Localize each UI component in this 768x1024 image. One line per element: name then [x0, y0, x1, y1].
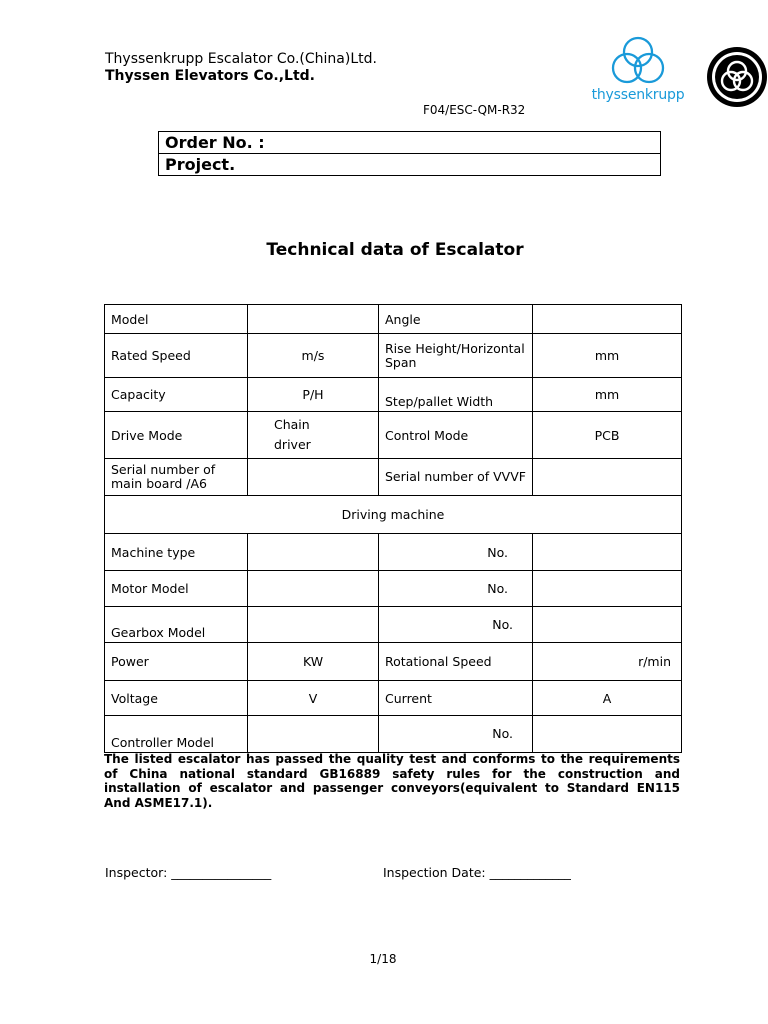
controller-no-value — [533, 716, 682, 753]
gearbox-model-value — [248, 607, 379, 643]
controller-model-value — [248, 716, 379, 753]
table-row — [105, 412, 682, 459]
inspection-date-field: Inspection Date: _____________ — [383, 865, 571, 880]
model-label: Model — [105, 305, 248, 334]
angle-value — [533, 305, 682, 334]
drive-mode-label: Drive Mode — [105, 412, 248, 459]
control-mode-label: Control Mode — [379, 412, 533, 459]
rotational-speed-label: Rotational Speed — [379, 643, 533, 681]
serial-main-board-label: Serial number of main board /A6 — [105, 459, 248, 496]
power-unit: KW — [248, 643, 379, 681]
voltage-unit: V — [248, 681, 379, 716]
table-row — [105, 571, 682, 607]
page-number: 1/18 — [369, 952, 397, 966]
thyssen-seal-icon — [706, 46, 768, 108]
machine-no-value — [533, 534, 682, 571]
current-label: Current — [379, 681, 533, 716]
company-name-2: Thyssen Elevators Co.,Ltd. — [105, 68, 315, 84]
table-row — [105, 534, 682, 571]
order-no-label: Order No. : — [159, 132, 661, 154]
thyssenkrupp-rings-icon — [607, 36, 669, 86]
capacity-unit: P/H — [248, 378, 379, 412]
table-row — [105, 607, 682, 643]
table-row — [105, 378, 682, 412]
current-unit: A — [533, 681, 682, 716]
order-table — [158, 131, 661, 176]
motor-no-value — [533, 571, 682, 607]
voltage-label: Voltage — [105, 681, 248, 716]
serial-main-board-value — [248, 459, 379, 496]
capacity-label: Capacity — [105, 378, 248, 412]
table-row — [105, 681, 682, 716]
controller-no-label: No. — [379, 716, 533, 753]
motor-model-value — [248, 571, 379, 607]
table-row — [105, 643, 682, 681]
power-label: Power — [105, 643, 248, 681]
rated-speed-unit: m/s — [248, 334, 379, 378]
table-row — [105, 496, 682, 534]
document-title: Technical data of Escalator — [266, 240, 524, 260]
model-value — [248, 305, 379, 334]
thyssenkrupp-brand-text: thyssenkrupp — [591, 87, 685, 103]
table-row — [105, 716, 682, 753]
motor-model-label: Motor Model — [105, 571, 248, 607]
thyssenkrupp-logo — [586, 36, 690, 110]
rise-height-label: Rise Height/Horizontal Span — [379, 334, 533, 378]
motor-no-label: No. — [379, 571, 533, 607]
project-label: Project. — [159, 154, 661, 176]
angle-label: Angle — [379, 305, 533, 334]
machine-type-label: Machine type — [105, 534, 248, 571]
form-code: F04/ESC-QM-R32 — [423, 103, 526, 117]
compliance-statement: The listed escalator has passed the quality test and conforms to the requirements of China national standard GB16889 safety rules for the construction and installation of escalator and passenger conveyors(equivalent to Standard EN115 And ASME17.1). — [104, 752, 680, 810]
driving-machine-header: Driving machine — [105, 496, 682, 534]
machine-type-value — [248, 534, 379, 571]
rotational-speed-unit: r/min — [533, 643, 682, 681]
company-name-1: Thyssenkrupp Escalator Co.(China)Ltd. — [105, 51, 377, 67]
controller-model-label: Controller Model — [105, 716, 248, 753]
table-row — [105, 334, 682, 378]
gearbox-no-value — [533, 607, 682, 643]
table-row — [105, 459, 682, 496]
machine-no-label: No. — [379, 534, 533, 571]
gearbox-no-label: No. — [379, 607, 533, 643]
table-row — [105, 305, 682, 334]
rise-height-unit: mm — [533, 334, 682, 378]
step-width-unit: mm — [533, 378, 682, 412]
inspector-field: Inspector: ________________ — [105, 865, 272, 880]
control-mode-value: PCB — [533, 412, 682, 459]
gearbox-model-label: Gearbox Model — [105, 607, 248, 643]
technical-data-table — [104, 304, 682, 753]
serial-vvvf-value — [533, 459, 682, 496]
drive-mode-value: Chain driver — [248, 412, 379, 459]
thyssen-seal-logo — [706, 46, 768, 108]
serial-vvvf-label: Serial number of VVVF — [379, 459, 533, 496]
rated-speed-label: Rated Speed — [105, 334, 248, 378]
step-width-label: Step/pallet Width — [379, 378, 533, 412]
